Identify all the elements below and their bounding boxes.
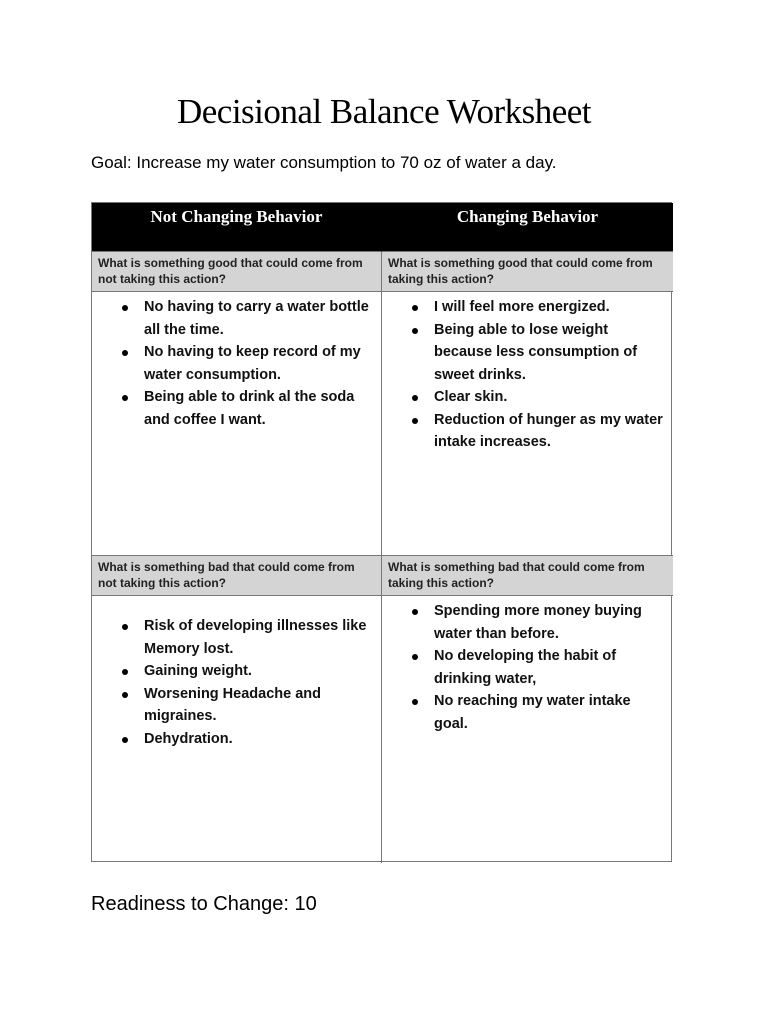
list-item: Being able to lose weight because less consumption of sweet drinks.: [434, 319, 665, 387]
page-title: Decisional Balance Worksheet: [176, 92, 592, 131]
decisional-balance-table: [91, 202, 672, 862]
good-changing-list: [388, 296, 665, 454]
bad-changing-list: [388, 600, 665, 735]
header-changing: Changing Behavior: [382, 203, 673, 252]
question-bad-changing: What is something bad that could come from taking this action?: [382, 556, 673, 596]
list-item: Worsening Headache and migraines.: [144, 683, 373, 728]
list-item: Clear skin.: [434, 386, 665, 409]
list-item: Risk of developing illnesses like Memory lost.: [144, 615, 373, 660]
readiness-to-change: Readiness to Change: 10: [91, 893, 317, 915]
list-item: No reaching my water intake goal.: [434, 690, 665, 735]
bad-changing-cell: [382, 596, 673, 863]
question-good-not-changing: What is something good that could come from not taking this action?: [92, 252, 382, 292]
list-item: Dehydration.: [144, 728, 373, 751]
list-item: Spending more money buying water than before.: [434, 600, 665, 645]
list-item: Gaining weight.: [144, 660, 373, 683]
goal-text: Goal: Increase my water consumption to 70 oz of water a day.: [91, 153, 557, 172]
header-not-changing: Not Changing Behavior: [92, 203, 382, 252]
list-item: No developing the habit of drinking water,: [434, 645, 665, 690]
good-not-changing-list: [98, 296, 373, 431]
bad-not-changing-cell: [92, 596, 382, 863]
list-item: I will feel more energized.: [434, 296, 665, 319]
good-changing-cell: [382, 292, 673, 556]
good-not-changing-cell: [92, 292, 382, 556]
list-item: No having to keep record of my water consumption.: [144, 341, 373, 386]
question-good-changing: What is something good that could come from taking this action?: [382, 252, 673, 292]
list-item: Being able to drink al the soda and coffee I want.: [144, 386, 373, 431]
list-item: No having to carry a water bottle all the time.: [144, 296, 373, 341]
list-item: Reduction of hunger as my water intake increases.: [434, 409, 665, 454]
bad-not-changing-list: [98, 615, 373, 750]
question-bad-not-changing: What is something bad that could come from not taking this action?: [92, 556, 382, 596]
